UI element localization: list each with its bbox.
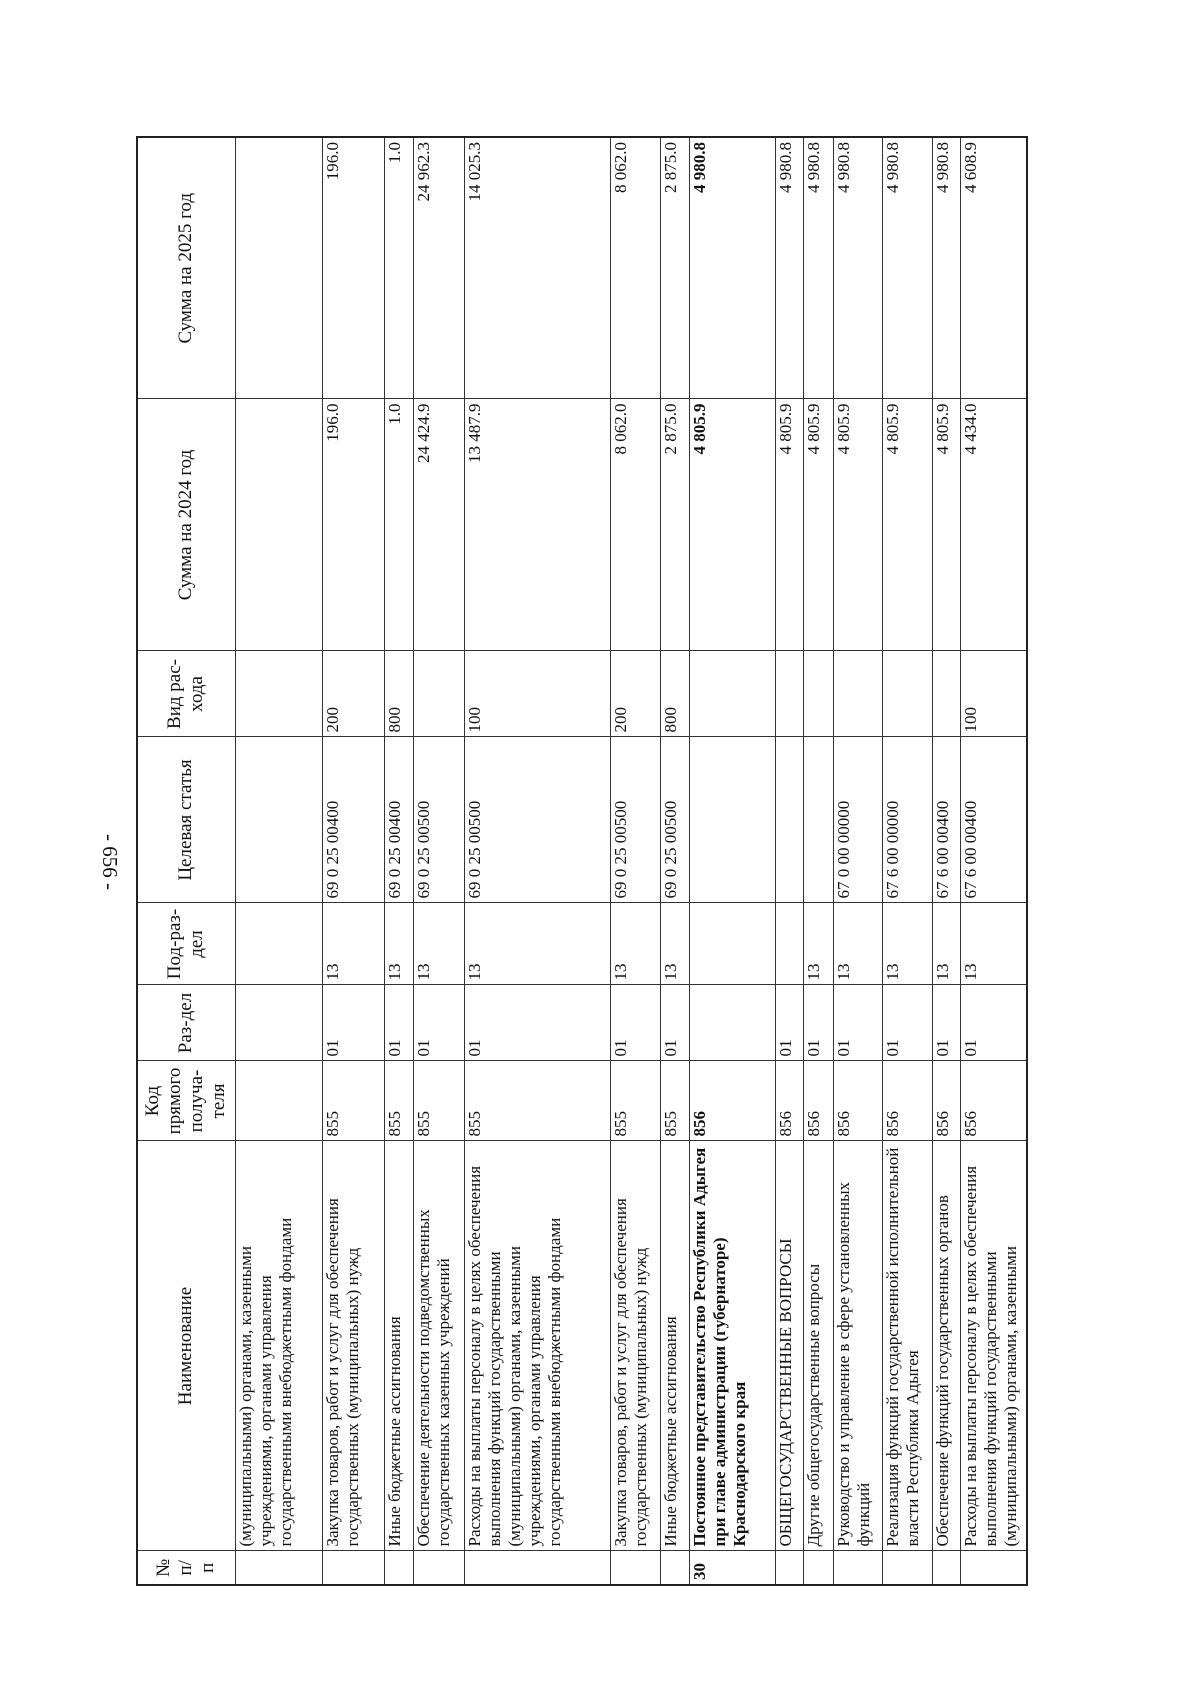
cell-section: 01 [803, 985, 833, 1061]
cell-name: (муниципальными) органами, казенными учреждениями, органами управления государственными внебюджетными фондами [235, 1141, 322, 1551]
cell-code: 856 [883, 1061, 933, 1141]
cell-num: 30 [690, 1551, 775, 1585]
cell-code: 856 [833, 1061, 883, 1141]
cell-type [883, 651, 933, 737]
cell-type: 800 [385, 651, 414, 737]
cell-num [385, 1551, 414, 1585]
cell-subsection: 13 [465, 903, 611, 985]
table-row [803, 137, 833, 1585]
cell-sum2024: 8 062.0 [610, 399, 661, 651]
cell-name: ОБЩЕГОСУДАРСТВЕННЫЕ ВОПРОСЫ [775, 1141, 803, 1551]
cell-type [690, 651, 775, 737]
cell-num [414, 1551, 465, 1585]
cell-name: Расходы на выплаты персоналу в целях обеспечения выполнения функций государственными (муниципальными) органами, казенными [961, 1141, 1027, 1551]
cell-code: 855 [465, 1061, 611, 1141]
table-row [322, 137, 385, 1585]
cell-sum2025: 4 608.9 [961, 137, 1027, 399]
header-subsection: Под-раз-дел [137, 903, 235, 985]
cell-num [883, 1551, 933, 1585]
cell-type: 200 [322, 651, 385, 737]
cell-sum2024: 196.0 [322, 399, 385, 651]
header-num: № п/п [137, 1551, 235, 1585]
cell-type [775, 651, 803, 737]
cell-num [803, 1551, 833, 1585]
cell-sum2024: 4 805.9 [933, 399, 961, 651]
cell-sum2025: 4 980.8 [775, 137, 803, 399]
cell-section: 01 [610, 985, 661, 1061]
cell-code: 856 [690, 1061, 775, 1141]
cell-target: 67 6 00 00000 [883, 737, 933, 903]
cell-type: 800 [661, 651, 690, 737]
cell-target [690, 737, 775, 903]
cell-sum2024: 4 805.9 [690, 399, 775, 651]
cell-sum2025: 4 980.8 [833, 137, 883, 399]
table-row [414, 137, 465, 1585]
cell-type [803, 651, 833, 737]
cell-code: 855 [322, 1061, 385, 1141]
cell-section: 01 [961, 985, 1027, 1061]
cell-name: Постоянное представительство Республики Адыгея при главе администрации (губернаторе) Краснодарского края [690, 1141, 775, 1551]
cell-target: 67 6 00 00400 [933, 737, 961, 903]
table-row [235, 137, 322, 1585]
cell-sum2025: 4 980.8 [933, 137, 961, 399]
cell-name: Обеспечение деятельности подведомственных государственных казенных учреждений [414, 1141, 465, 1551]
cell-code: 855 [385, 1061, 414, 1141]
cell-sum2024: 13 487.9 [465, 399, 611, 651]
cell-type [933, 651, 961, 737]
cell-subsection: 13 [883, 903, 933, 985]
header-name: Наименование [137, 1141, 235, 1551]
cell-code: 855 [610, 1061, 661, 1141]
cell-sum2024: 4 434.0 [961, 399, 1027, 651]
cell-num [465, 1551, 611, 1585]
table-row [883, 137, 933, 1585]
cell-sum2024: 2 875.0 [661, 399, 690, 651]
cell-subsection [235, 903, 322, 985]
cell-target [803, 737, 833, 903]
cell-subsection: 13 [610, 903, 661, 985]
table-row [961, 137, 1027, 1585]
cell-type: 100 [961, 651, 1027, 737]
cell-section [235, 985, 322, 1061]
cell-section: 01 [414, 985, 465, 1061]
table-body [235, 137, 1027, 1585]
cell-type [833, 651, 883, 737]
header-code: Код прямого получа-теля [137, 1061, 235, 1141]
cell-target [775, 737, 803, 903]
cell-sum2024: 1.0 [385, 399, 414, 651]
header-section: Раз-дел [137, 985, 235, 1061]
cell-name: Закупка товаров, работ и услуг для обеспечения государственных (муниципальных) нужд [322, 1141, 385, 1551]
cell-num [933, 1551, 961, 1585]
cell-name: Иные бюджетные ассигнования [661, 1141, 690, 1551]
header-target: Целевая статья [137, 737, 235, 903]
cell-sum2025: 196.0 [322, 137, 385, 399]
cell-target [235, 737, 322, 903]
cell-num [661, 1551, 690, 1585]
cell-sum2025: 2 875.0 [661, 137, 690, 399]
cell-type: 100 [465, 651, 611, 737]
header-sum2024: Сумма на 2024 год [137, 399, 235, 651]
cell-code: 855 [661, 1061, 690, 1141]
cell-type [414, 651, 465, 737]
cell-num [610, 1551, 661, 1585]
cell-section: 01 [883, 985, 933, 1061]
header-sum2025: Сумма на 2025 год [137, 137, 235, 399]
cell-sum2024: 4 805.9 [775, 399, 803, 651]
cell-sum2025: 4 980.8 [690, 137, 775, 399]
table-row [690, 137, 775, 1585]
cell-subsection: 13 [322, 903, 385, 985]
cell-sum2024: 24 424.9 [414, 399, 465, 651]
cell-sum2025: 4 980.8 [883, 137, 933, 399]
cell-section [690, 985, 775, 1061]
cell-name: Иные бюджетные ассигнования [385, 1141, 414, 1551]
table-row [933, 137, 961, 1585]
cell-section: 01 [775, 985, 803, 1061]
cell-sum2024: 4 805.9 [803, 399, 833, 651]
cell-target: 69 0 25 00500 [661, 737, 690, 903]
cell-subsection: 13 [803, 903, 833, 985]
cell-target: 69 0 25 00500 [465, 737, 611, 903]
header-type: Вид рас-хода [137, 651, 235, 737]
page-number: - 656 - [98, 834, 123, 890]
cell-section: 01 [322, 985, 385, 1061]
cell-subsection: 13 [414, 903, 465, 985]
cell-subsection [775, 903, 803, 985]
table-row [385, 137, 414, 1585]
cell-name: Закупка товаров, работ и услуг для обеспечения государственных (муниципальных) нужд [610, 1141, 661, 1551]
cell-code: 856 [803, 1061, 833, 1141]
cell-target: 67 6 00 00400 [961, 737, 1027, 903]
cell-name: Другие общегосударственные вопросы [803, 1141, 833, 1551]
cell-target: 67 0 00 00000 [833, 737, 883, 903]
table-row [661, 137, 690, 1585]
cell-target: 69 0 25 00500 [610, 737, 661, 903]
cell-num [775, 1551, 803, 1585]
cell-num [833, 1551, 883, 1585]
cell-subsection: 13 [661, 903, 690, 985]
cell-code: 855 [414, 1061, 465, 1141]
cell-sum2025: 1.0 [385, 137, 414, 399]
cell-type: 200 [610, 651, 661, 737]
cell-code: 856 [961, 1061, 1027, 1141]
cell-sum2024 [235, 399, 322, 651]
cell-section: 01 [833, 985, 883, 1061]
cell-target: 69 0 25 00400 [322, 737, 385, 903]
cell-section: 01 [933, 985, 961, 1061]
table-row [465, 137, 611, 1585]
cell-subsection: 13 [833, 903, 883, 985]
table-header-row [137, 137, 235, 1585]
budget-table [136, 136, 1028, 1586]
cell-name: Реализация функций государственной исполнительной власти Республики Адыгея [883, 1141, 933, 1551]
cell-type [235, 651, 322, 737]
cell-sum2025: 4 980.8 [803, 137, 833, 399]
cell-name: Обеспечение функций государственных органов [933, 1141, 961, 1551]
cell-subsection: 13 [933, 903, 961, 985]
cell-sum2025: 24 962.3 [414, 137, 465, 399]
cell-sum2024: 4 805.9 [883, 399, 933, 651]
cell-subsection: 13 [385, 903, 414, 985]
cell-name: Руководство и управление в сфере установленных функций [833, 1141, 883, 1551]
cell-num [961, 1551, 1027, 1585]
cell-sum2025: 14 025.3 [465, 137, 611, 399]
cell-target: 69 0 25 00500 [414, 737, 465, 903]
cell-sum2025 [235, 137, 322, 399]
cell-target: 69 0 25 00400 [385, 737, 414, 903]
cell-code [235, 1061, 322, 1141]
cell-section: 01 [465, 985, 611, 1061]
cell-num [322, 1551, 385, 1585]
cell-code: 856 [775, 1061, 803, 1141]
cell-name: Расходы на выплаты персоналу в целях обеспечения выполнения функций государственными (муниципальными) органами, казенными учреждениями, органами управления государственными внебюджетными фондами [465, 1141, 611, 1551]
cell-code: 856 [933, 1061, 961, 1141]
table-row [775, 137, 803, 1585]
table-row [610, 137, 661, 1585]
cell-section: 01 [661, 985, 690, 1061]
cell-sum2025: 8 062.0 [610, 137, 661, 399]
rotated-table-container [136, 138, 1028, 1586]
cell-num [235, 1551, 322, 1585]
cell-subsection [690, 903, 775, 985]
cell-sum2024: 4 805.9 [833, 399, 883, 651]
cell-subsection: 13 [961, 903, 1027, 985]
cell-section: 01 [385, 985, 414, 1061]
table-row [833, 137, 883, 1585]
